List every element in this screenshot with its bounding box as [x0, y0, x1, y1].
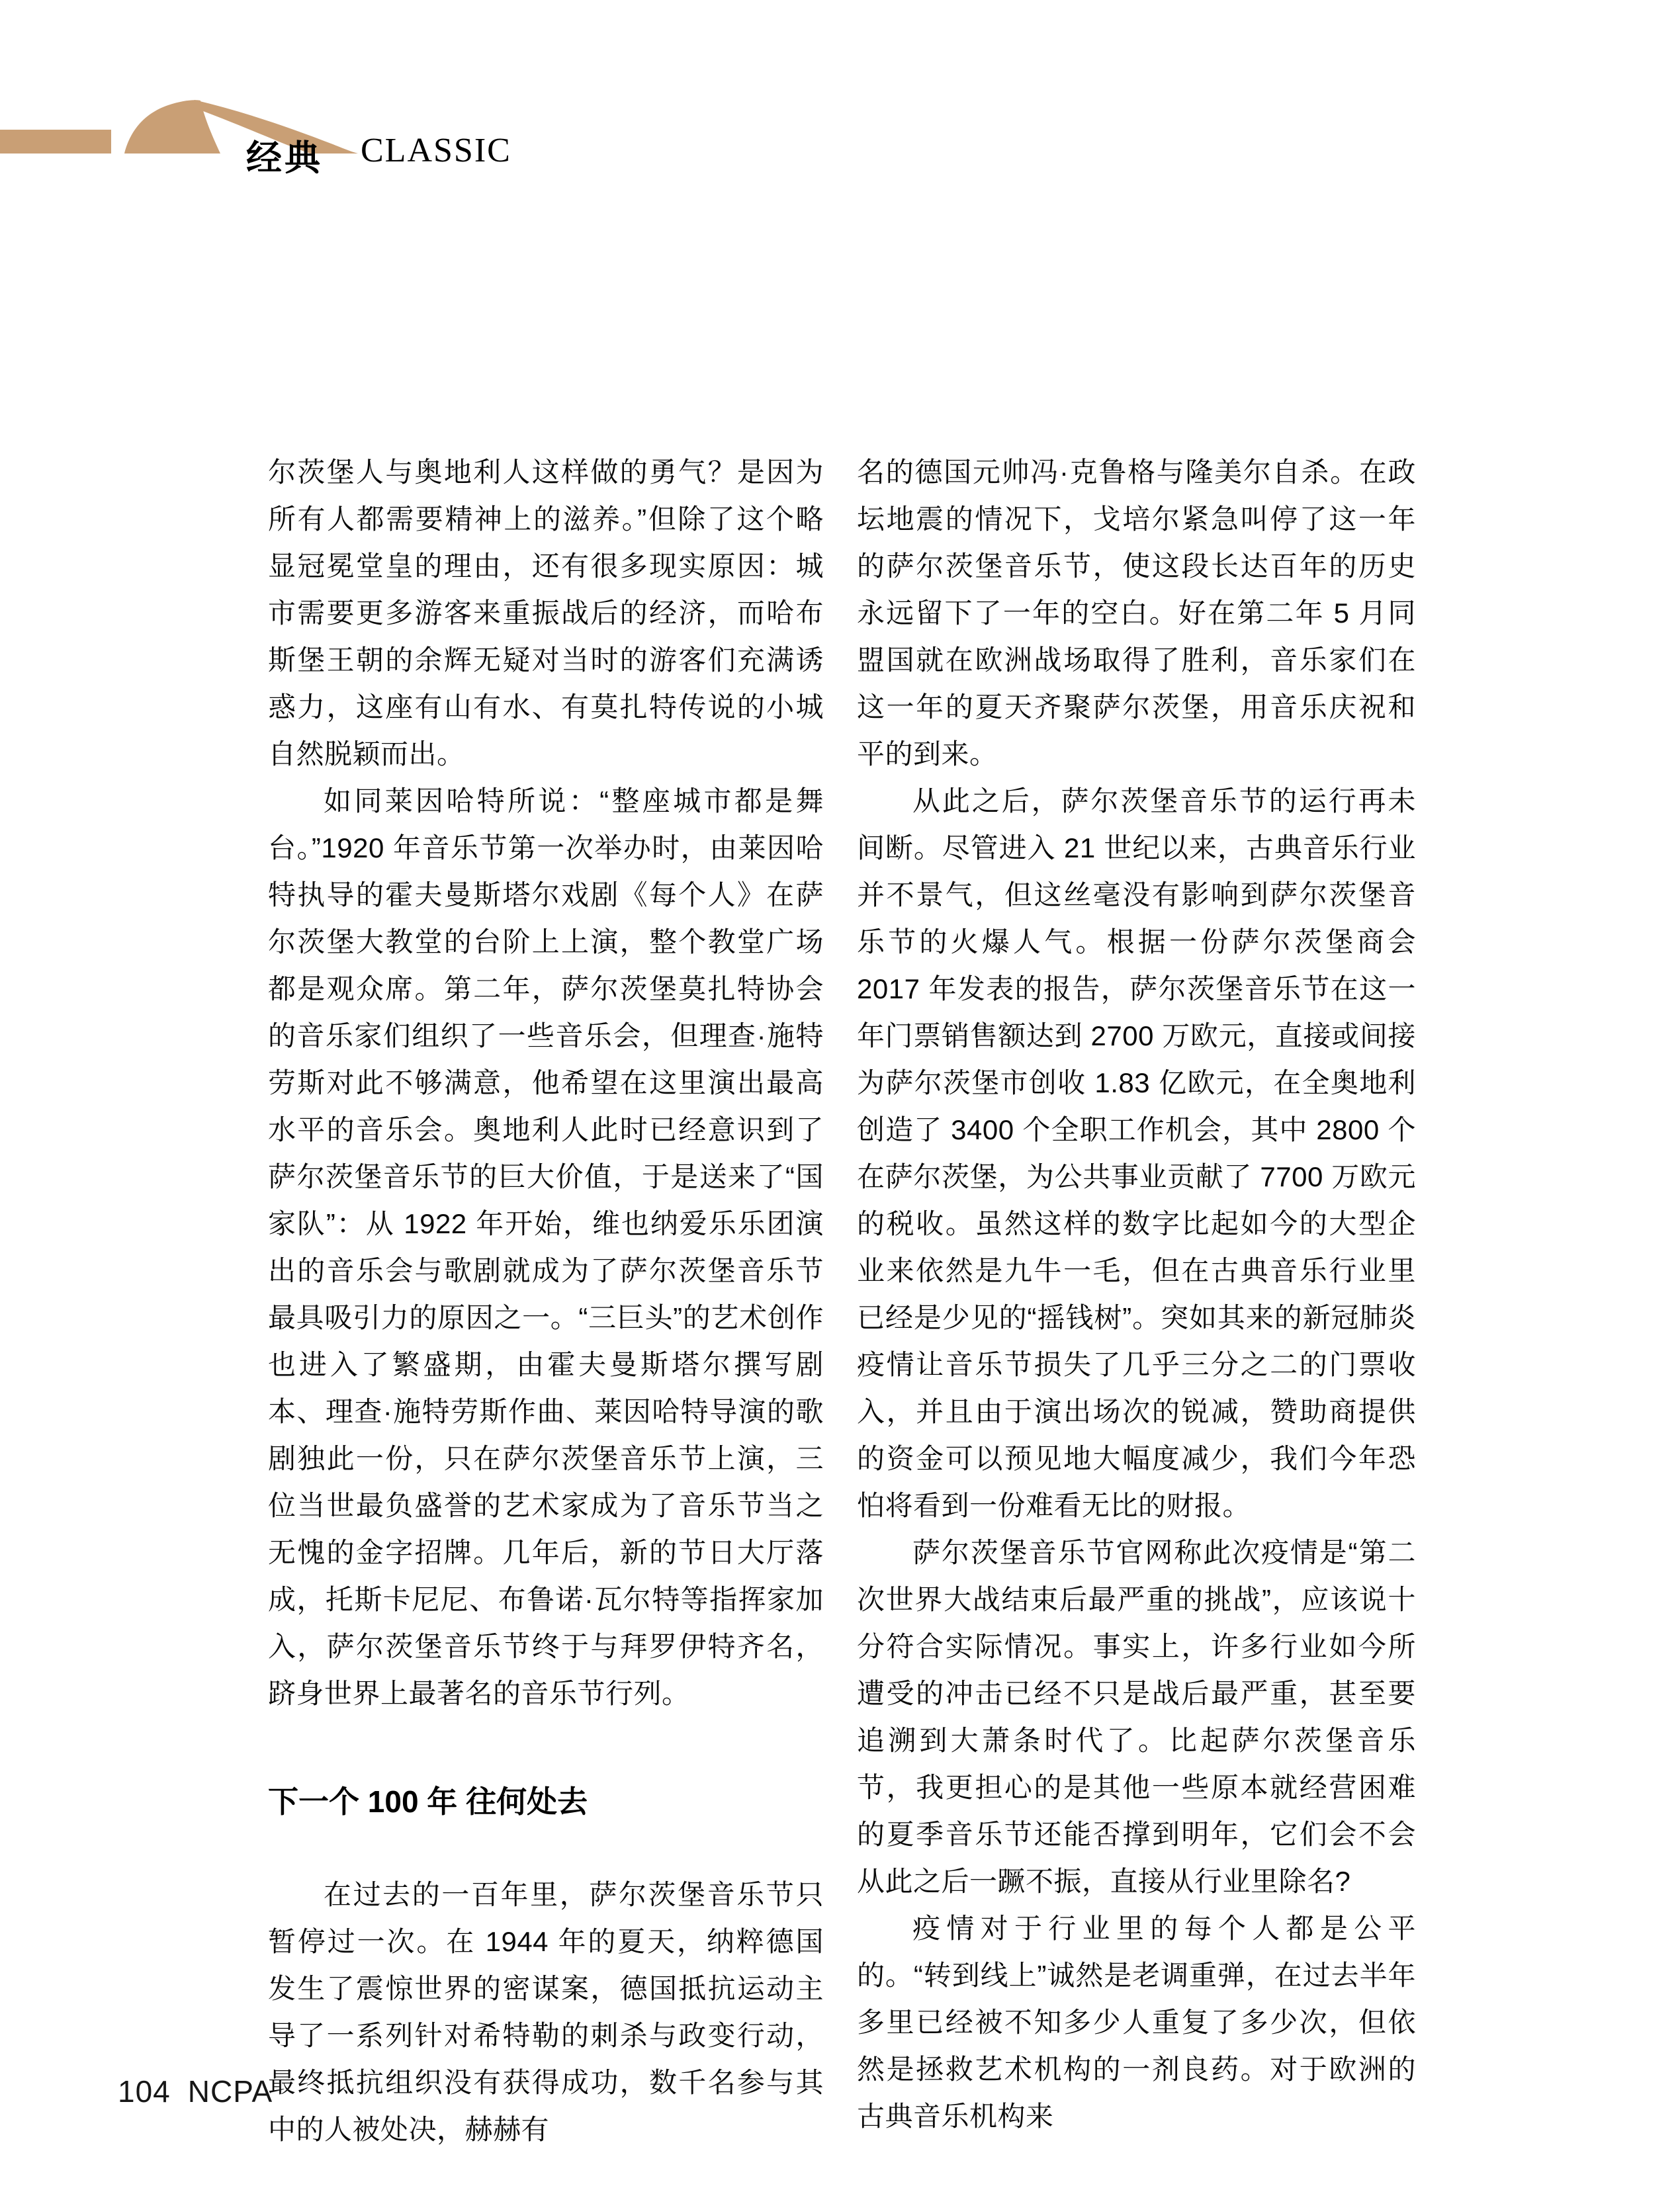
- page-number: 104: [118, 2074, 171, 2109]
- right-column: [857, 449, 1416, 2153]
- section-title-cn: 经典: [246, 138, 323, 178]
- paragraph: 名的德国元帅冯·克鲁格与隆美尔自杀。在政坛地震的情况下，戈培尔紧急叫停了这一年的萨尔茨堡音乐节，使这段长达百年的历史永远留下了一年的空白。好在第二年 5 月同盟国就在欧洲战场取得了胜利，音乐家们在这一年的夏天齐聚萨尔茨堡，用音乐庆祝和平的到来。: [857, 457, 1416, 769]
- paragraph: 尔茨堡人与奥地利人这样做的勇气？是因为所有人都需要精神上的滋养。”但除了这个略显冠冕堂皇的理由，还有很多现实原因：城市需要更多游客来重振战后的经济，而哈布斯堡王朝的余辉无疑对当时的游客们充满诱惑力，这座有山有水、有莫扎特传说的小城自然脱颖而出。: [268, 457, 824, 769]
- paragraph: 从此之后，萨尔茨堡音乐节的运行再未间断。尽管进入 21 世纪以来，古典音乐行业并不景气，但这丝毫没有影响到萨尔茨堡音乐节的火爆人气。根据一份萨尔茨堡商会 2017 年发表的报告，萨尔茨堡音乐节在这一年门票销售额达到 2700 万欧元，直接或间接为萨尔茨堡市创收 1.83 亿欧元，在全奥地利创造了 3400 个全职工作机会，其中 2800 个在萨尔茨堡，为公共事业贡献了 7700 万欧元的税收。虽然这样的数字比起如今的大型企业来依然是九牛一毛，但在古典音乐行业里已经是少见的“摇钱树”。突如其来的新冠肺炎疫情让音乐节损失了几乎三分之二的门票收入，并且由于演出场次的锐减，赞助商提供的资金可以预见地大幅度减少，我们今年恐怕将看到一份难看无比的财报。: [857, 785, 1416, 1521]
- journal-code: NCPA: [187, 2074, 273, 2109]
- section-heading: 下一个 100 年 往何处去: [268, 1784, 588, 1819]
- left-column: [268, 449, 824, 2153]
- paragraph: 萨尔茨堡音乐节官网称此次疫情是“第二次世界大战结束后最严重的挑战”，应该说十分符合实际情况。事实上，许多行业如今所遭受的冲击已经不只是战后最严重，甚至要追溯到大萧条时代了。比起萨尔茨堡音乐节，我更担心的是其他一些原本就经营困难的夏季音乐节还能否撑到明年，它们会不会从此之后一蹶不振，直接从行业里除名?: [857, 1537, 1416, 1897]
- page-footer: [118, 2074, 273, 2109]
- section-title-en: CLASSIC: [361, 132, 511, 169]
- paragraph: 疫情对于行业里的每个人都是公平的。“转到线上”诚然是老调重弹，在过去半年多里已经被不知多少人重复了多少次，但依然是拯救艺术机构的一剂良药。对于欧洲的古典音乐机构来: [857, 1913, 1416, 2132]
- article-body: [268, 449, 1416, 2153]
- paragraph: 如同莱因哈特所说：“整座城市都是舞台。”1920 年音乐节第一次举办时，由莱因哈特执导的霍夫曼斯塔尔戏剧《每个人》在萨尔茨堡大教堂的台阶上上演，整个教堂广场都是观众席。第二年，萨尔茨堡莫扎特协会的音乐家们组织了一些音乐会，但理查·施特劳斯对此不够满意，他希望在这里演出最高水平的音乐会。奥地利人此时已经意识到了萨尔茨堡音乐节的巨大价值，于是送来了“国家队”：从 1922 年开始，维也纳爱乐乐团演出的音乐会与歌剧就成为了萨尔茨堡音乐节最具吸引力的原因之一。“三巨头”的艺术创作也进入了繁盛期，由霍夫曼斯塔尔撰写剧本、理查·施特劳斯作曲、莱因哈特导演的歌剧独此一份，只在萨尔茨堡音乐节上演，三位当世最负盛誉的艺术家成为了音乐节当之无愧的金字招牌。几年后，新的节日大厅落成，托斯卡尼尼、布鲁诺·瓦尔特等指挥家加入，萨尔茨堡音乐节终于与拜罗伊特齐名，跻身世界上最著名的音乐节行列。: [268, 785, 824, 1709]
- brand-bar: [0, 130, 111, 153]
- paragraph: 在过去的一百年里，萨尔茨堡音乐节只暂停过一次。在 1944 年的夏天，纳粹德国发生了震惊世界的密谋案，德国抵抗运动主导了一系列针对希特勒的刺杀与政变行动，最终抵抗组织没有获得成功，数千名参与其中的人被处决，赫赫有: [268, 1879, 824, 2145]
